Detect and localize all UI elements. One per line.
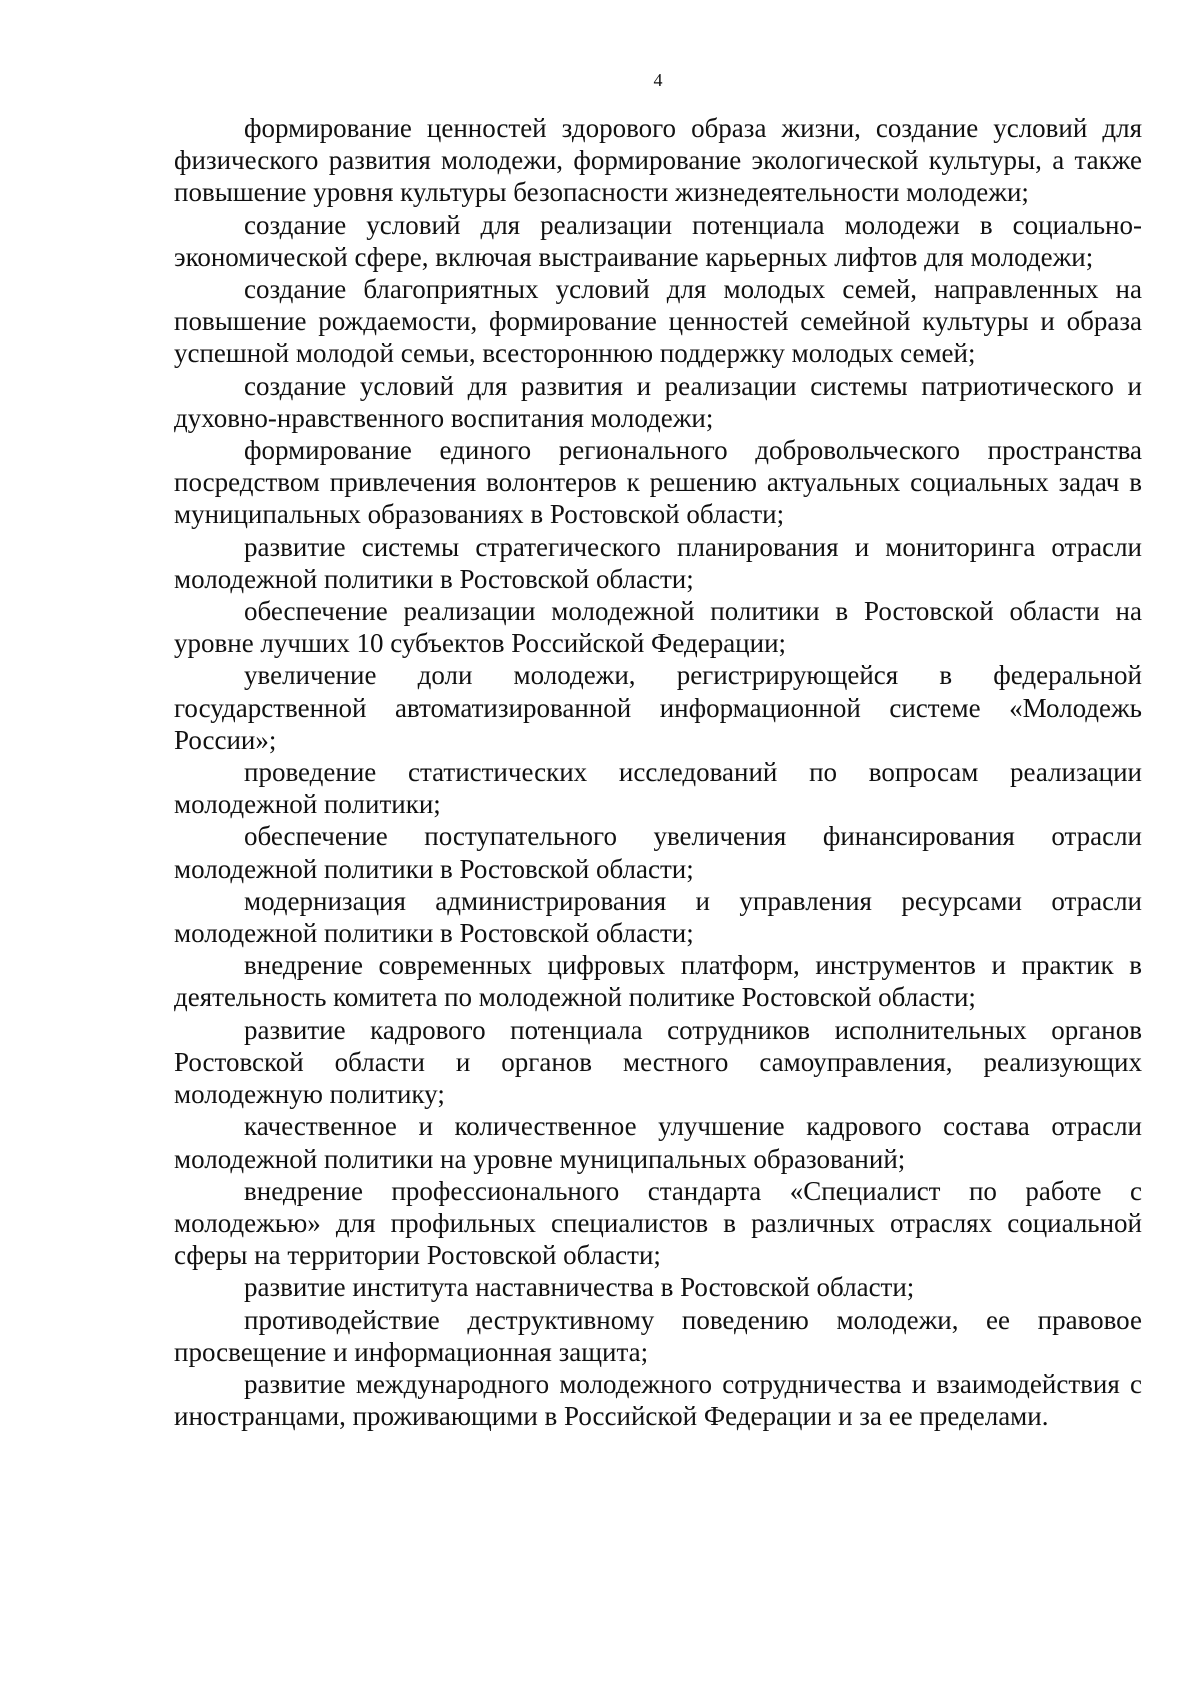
paragraph-mentoring: развитие института наставничества в Ростовской области;	[244, 1272, 915, 1303]
paragraph-young-families: создание благоприятных условий для молодых семей, направленных на повышение рождаемости, формирование ценностей семейной культуры и образа успешной молодой семьи, всестороннюю поддержку молодых семей;	[174, 274, 1142, 369]
paragraph-healthy-lifestyle: формирование ценностей здорового образа жизни, создание условий для физического развития молодежи, формирование экологической культуры, а также повышение уровня культуры безопасности жизнедеятельности молодежи;	[174, 113, 1142, 208]
paragraph-digital-platforms: внедрение современных цифровых платформ, инструментов и практик в деятельность комитета по молодежной политике Ростовской области;	[174, 950, 1142, 1013]
paragraph-administration-modernization: модернизация администрирования и управления ресурсами отрасли молодежной политики в Ростовской области;	[174, 885, 1142, 949]
document-body	[174, 112, 1142, 1432]
paragraph-top-10-regions: обеспечение реализации молодежной политики в Ростовской области на уровне лучших 10 субъектов Российской Федерации;	[174, 596, 1142, 659]
page-number: 4	[653, 70, 663, 90]
paragraph-professional-standard: внедрение профессионального стандарта «Специалист по работе с молодежью» для профильных специалистов в различных отраслях социальной сферы на территории Ростовской области;	[174, 1175, 1142, 1271]
paragraph-international-cooperation: развитие международного молодежного сотрудничества и взаимодействия с иностранцами, проживающими в Российской Федерации и за ее пределами.	[174, 1368, 1142, 1432]
paragraph-destructive-behavior: противодействие деструктивному поведению молодежи, ее правовое просвещение и информационная защита;	[174, 1304, 1142, 1367]
paragraph-strategic-planning: развитие системы стратегического планирования и мониторинга отрасли молодежной политики в Ростовской области;	[174, 531, 1142, 594]
paragraph-volunteer-space: формирование единого регионального добровольческого пространства посредством привлечения волонтеров к решению актуальных социальных задач в муниципальных образованиях в Ростовской области;	[174, 435, 1142, 530]
paragraph-youth-registration: увеличение доли молодежи, регистрирующейся в федеральной государственной автоматизированной информационной системе «Молодежь России»;	[174, 660, 1142, 755]
paragraph-patriotic-education: создание условий для развития и реализации системы патриотического и духовно-нравственного воспитания молодежи;	[174, 370, 1142, 433]
paragraph-staff-improvement: качественное и количественное улучшение кадрового состава отрасли молодежной политики на уровне муниципальных образований;	[174, 1111, 1142, 1174]
paragraph-statistical-research: проведение статистических исследований по вопросам реализации молодежной политики;	[174, 757, 1142, 820]
paragraph-socio-economic-potential: создание условий для реализации потенциала молодежи в социально-экономической сфере, включая выстраивание карьерных лифтов для молодежи;	[174, 209, 1142, 272]
paragraph-staff-potential: развитие кадрового потенциала сотрудников исполнительных органов Ростовской области и органов местного самоуправления, реализующих молодежную политику;	[174, 1014, 1142, 1110]
paragraph-financing: обеспечение поступательного увеличения финансирования отрасли молодежной политики в Ростовской области;	[174, 821, 1142, 884]
